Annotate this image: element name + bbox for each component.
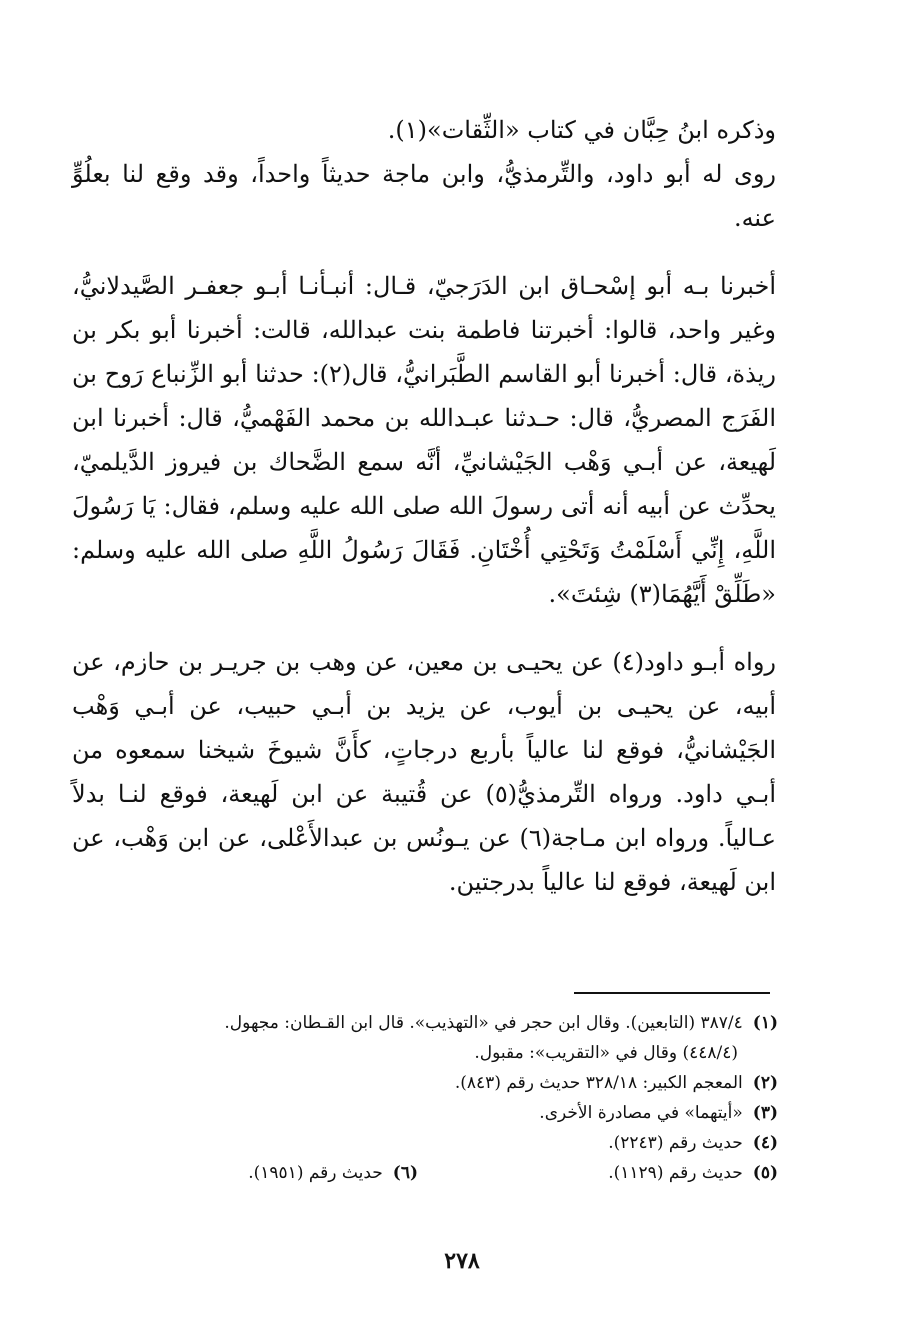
paragraph-gap: [72, 240, 776, 264]
footnote-number: (٤): [752, 1133, 778, 1153]
paragraph-2: روى له أبو داود، والتِّرمذيُّ، وابن ماجة حديثاً واحداً، وقد وقع لنا بعلُوٍّ عنه.: [72, 160, 776, 232]
paragraph-1: وذكره ابنُ حِبَّان في كتاب «الثِّقات»(١).: [387, 116, 776, 144]
footnote-6: [248, 1158, 418, 1188]
footnote-number: (٢): [752, 1073, 778, 1093]
paragraph-4: رواه أبـو داود(٤) عن يحيـى بن معين، عن وهب بن جريـر بن حازم، عن أبيه، عن يحيـى بن أيوب، عن يزيد بن أبـي حبيب، عن أبـي وَهْب الجَيْشانيُّ، فوقع لنا عالياً بأربع درجاتٍ، كأَنَّ شيوخَ شيخنا سمعوه من أبـي داود. ورواه التِّرمذيُّ(٥) عن قُتيبة عن ابن لَهيعة، فوقع لنـا بدلاً عـالياً. ورواه ابن مـاجة(٦) عن يـونُس بن عبدالأَعْلى، عن ابن وَهْب، عن ابن لَهيعة، فوقع لنا عالياً بدرجتين.: [72, 648, 777, 896]
footnote-5: [418, 1158, 778, 1188]
paragraph-3: أخبرنا بـه أبو إسْحـاق ابن الدَرَجيّ، قـال: أنبـأنـا أبـو جعفـر الصَّيدلانيُّ، وغير واحد، قالوا: أخبرتنا فاطمة بنت عبدالله، قالت: أخبرنا أبو بكر بن ريذة، قال: أخبرنا أبو القاسم الطَّبَرانيُّ، قال(٢): حدثنا أبو الزِّنباع رَوح بن الفَرَج المصريُّ، قال: حـدثنا عبـدالله بن محمد الفَهْميُّ، قال: أخبرنا ابن لَهيعة، عن أبـي وَهْب الجَيْشانيِّ، أنَّه سمع الضَّحاك بن فيروز الدَّيلميّ، يحدِّث عن أبيه أنه أتى رسولَ الله صلى الله عليه وسلم، فقال: يَا رَسُولَ اللَّهِ، إِنِّي أَسْلَمْتُ وَتَحْتِي أُخْتَانِ. فَقَالَ رَسُولُ اللَّهِ صلى الله عليه وسلم: «طَلِّقْ أَيَّهُمَا(٣) شِئتَ».: [72, 272, 777, 608]
footnote-text: ٣٨٧/٤ (التابعين). وقال ابن حجر في «التهذيب». قال ابن القـطان: مجهول.: [224, 1013, 743, 1033]
footnote-number: (٥): [752, 1163, 778, 1183]
footnote-1-continued: (٤٤٨/٤) وقال في «التقريب»: مقبول.: [474, 1043, 738, 1063]
footnote-4: [72, 1128, 778, 1158]
footnote-number: (١): [752, 1013, 778, 1033]
footnote-3: [72, 1098, 778, 1128]
footnote-separator: [574, 992, 770, 994]
page-number: ٢٧٨: [444, 1248, 480, 1274]
footnotes: [72, 1008, 778, 1188]
footnote-number: (٦): [392, 1163, 418, 1183]
footnote-2: [72, 1068, 778, 1098]
footnote-text: حديث رقم (١٩٥١).: [248, 1163, 383, 1183]
footnote-row: [72, 1158, 778, 1188]
footnote-text: المعجم الكبير: ٣٢٨/١٨ حديث رقم (٨٤٣).: [454, 1073, 743, 1093]
paragraph-gap: [72, 616, 776, 640]
footnote-text: حديث رقم (١١٢٩).: [608, 1163, 743, 1183]
footnote-number: (٣): [752, 1103, 778, 1123]
footnote-text: «أيتهما» في مصادرة الأخرى.: [539, 1103, 743, 1123]
footnote-text: حديث رقم (٢٢٤٣).: [608, 1133, 743, 1153]
footnote-1: [72, 1008, 778, 1038]
main-text: [72, 108, 776, 904]
